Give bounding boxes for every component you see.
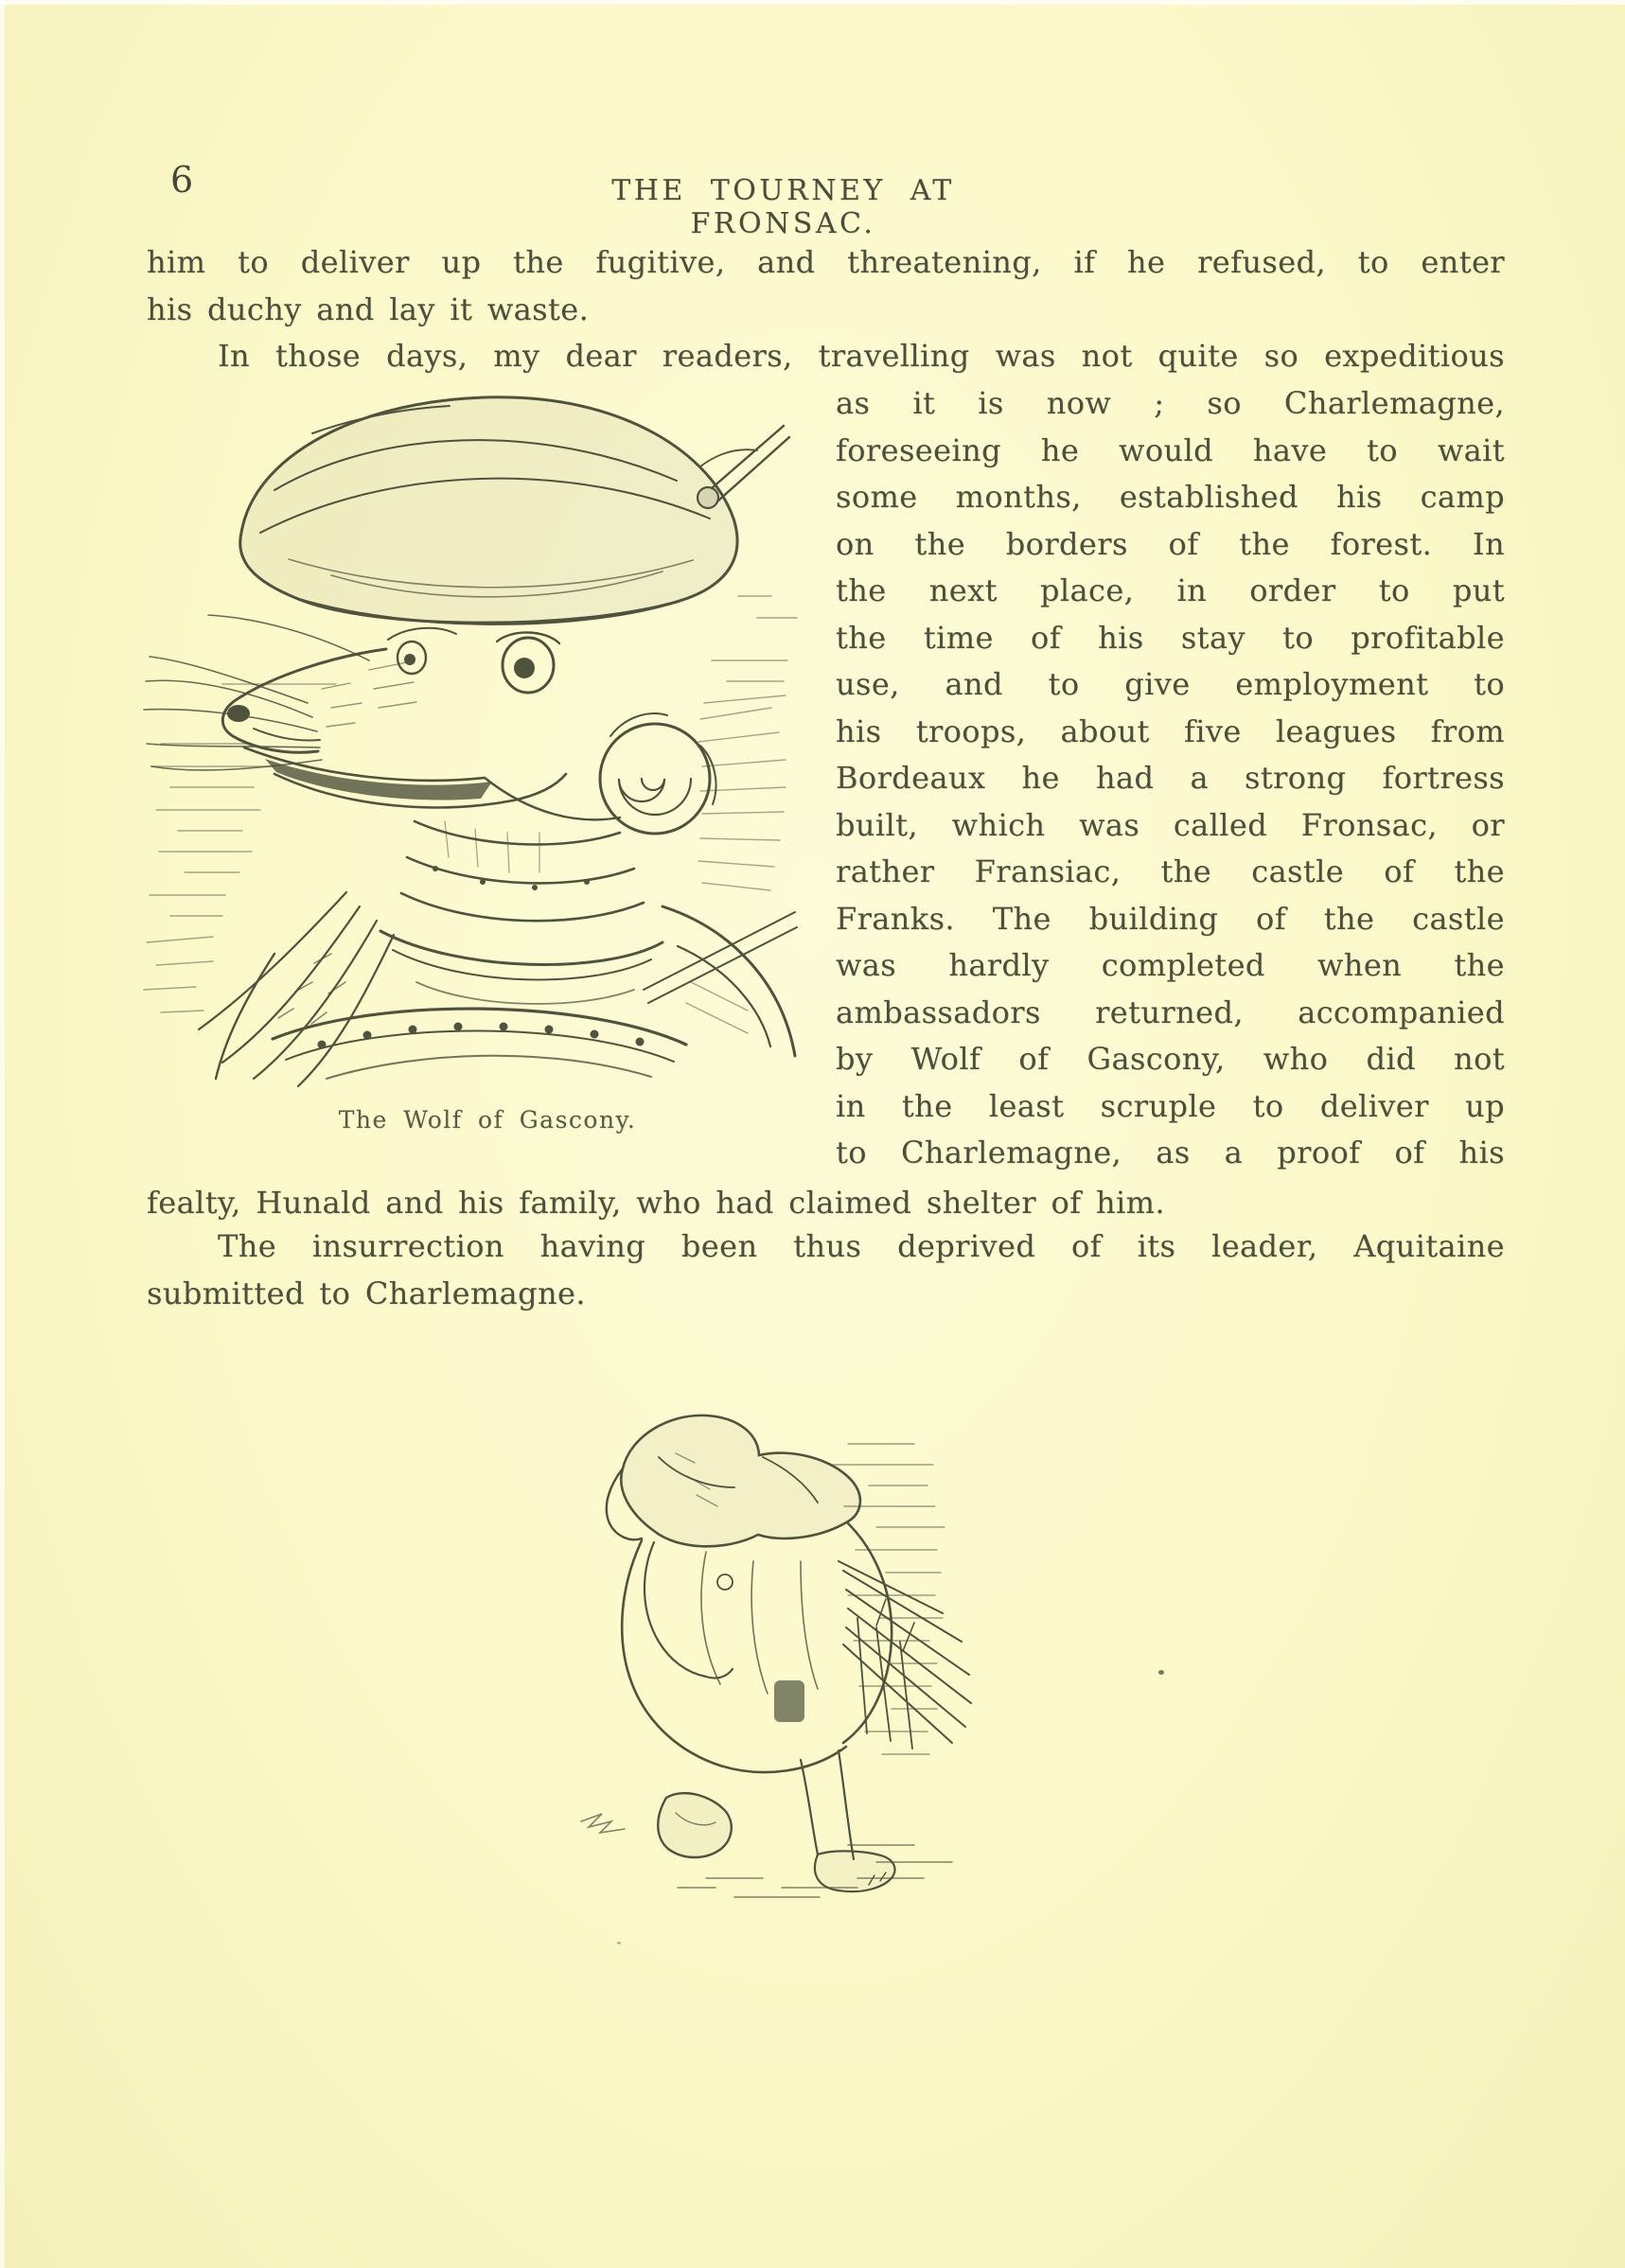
ink-speck <box>617 1942 621 1944</box>
paragraph-2-intro-line: In those days, my dear readers, travelling was not quite so expeditious <box>218 338 1505 374</box>
text-line: was hardly completed when the <box>836 947 1505 983</box>
stick-bundle <box>839 1561 971 1749</box>
whiskers <box>144 615 369 770</box>
hood <box>607 1415 860 1546</box>
paragraph-1 <box>147 239 1505 333</box>
wolf-snout <box>222 649 620 819</box>
text-line: him to deliver up the fugitive, and threatening, if he refused, to enter <box>147 244 1505 280</box>
scan-edge-left <box>0 0 5 2268</box>
helmet-spike <box>698 426 789 508</box>
hooded-figure-illustration <box>564 1400 977 1902</box>
paragraph-2-wrapped-column <box>836 380 1505 1177</box>
hatching-right <box>698 596 797 890</box>
page-number: 6 <box>170 159 194 201</box>
text-line: use, and to give employment to <box>836 666 1505 702</box>
text-line: his troops, about five leagues from <box>836 712 1505 749</box>
text-line: rather Fransiac, the castle of the <box>836 853 1505 889</box>
text-line: some months, established his camp <box>836 479 1505 515</box>
text-line: to Charlemagne, as a proof of his <box>836 1134 1505 1170</box>
mantle-plume <box>199 892 394 1086</box>
text-line: Bordeaux he had a strong fortress <box>836 760 1505 796</box>
wolf-eye <box>388 628 559 693</box>
figure-caption: The Wolf of Gascony. <box>338 1106 637 1134</box>
text-line: ambassadors returned, accompanied <box>836 993 1505 1030</box>
ink-speck <box>1158 1670 1164 1675</box>
ground-hatching <box>581 1814 952 1897</box>
text-line: the next place, in order to put <box>836 572 1505 608</box>
text-line: The insurrection having been thus deprived of its leader, Aquitaine <box>218 1228 1505 1264</box>
scan-edge-top <box>0 0 1625 5</box>
text-line: in the least scruple to deliver up <box>836 1087 1505 1124</box>
text-line: submitted to Charlemagne. <box>147 1275 586 1311</box>
paragraph-3 <box>147 1223 1505 1317</box>
paragraph-2-closing-line: fealty, Hunald and his family, who had claimed shelter of him. <box>147 1185 1166 1221</box>
ear-ornament <box>600 713 716 834</box>
text-line: built, which was called Fronsac, or <box>836 806 1505 843</box>
text-line: foreseeing he would have to wait <box>836 431 1505 468</box>
text-line: the time of his stay to profitable <box>836 619 1505 656</box>
wolf-illustration <box>132 377 804 1091</box>
text-line: his duchy and lay it waste. <box>147 290 590 327</box>
pauldron <box>644 906 797 1056</box>
hatching-left <box>144 684 336 1012</box>
running-title: THE TOURNEY AT FRONSAC. <box>611 174 955 240</box>
text-line: as it is now ; so Charlemagne, <box>836 385 1505 421</box>
text-line: Franks. The building of the castle <box>836 900 1505 937</box>
text-line: by Wolf of Gascony, who did not <box>836 1041 1505 1077</box>
gorget <box>380 821 662 979</box>
cloak <box>622 1523 892 1772</box>
text-line: on the borders of the forest. In <box>836 525 1505 562</box>
